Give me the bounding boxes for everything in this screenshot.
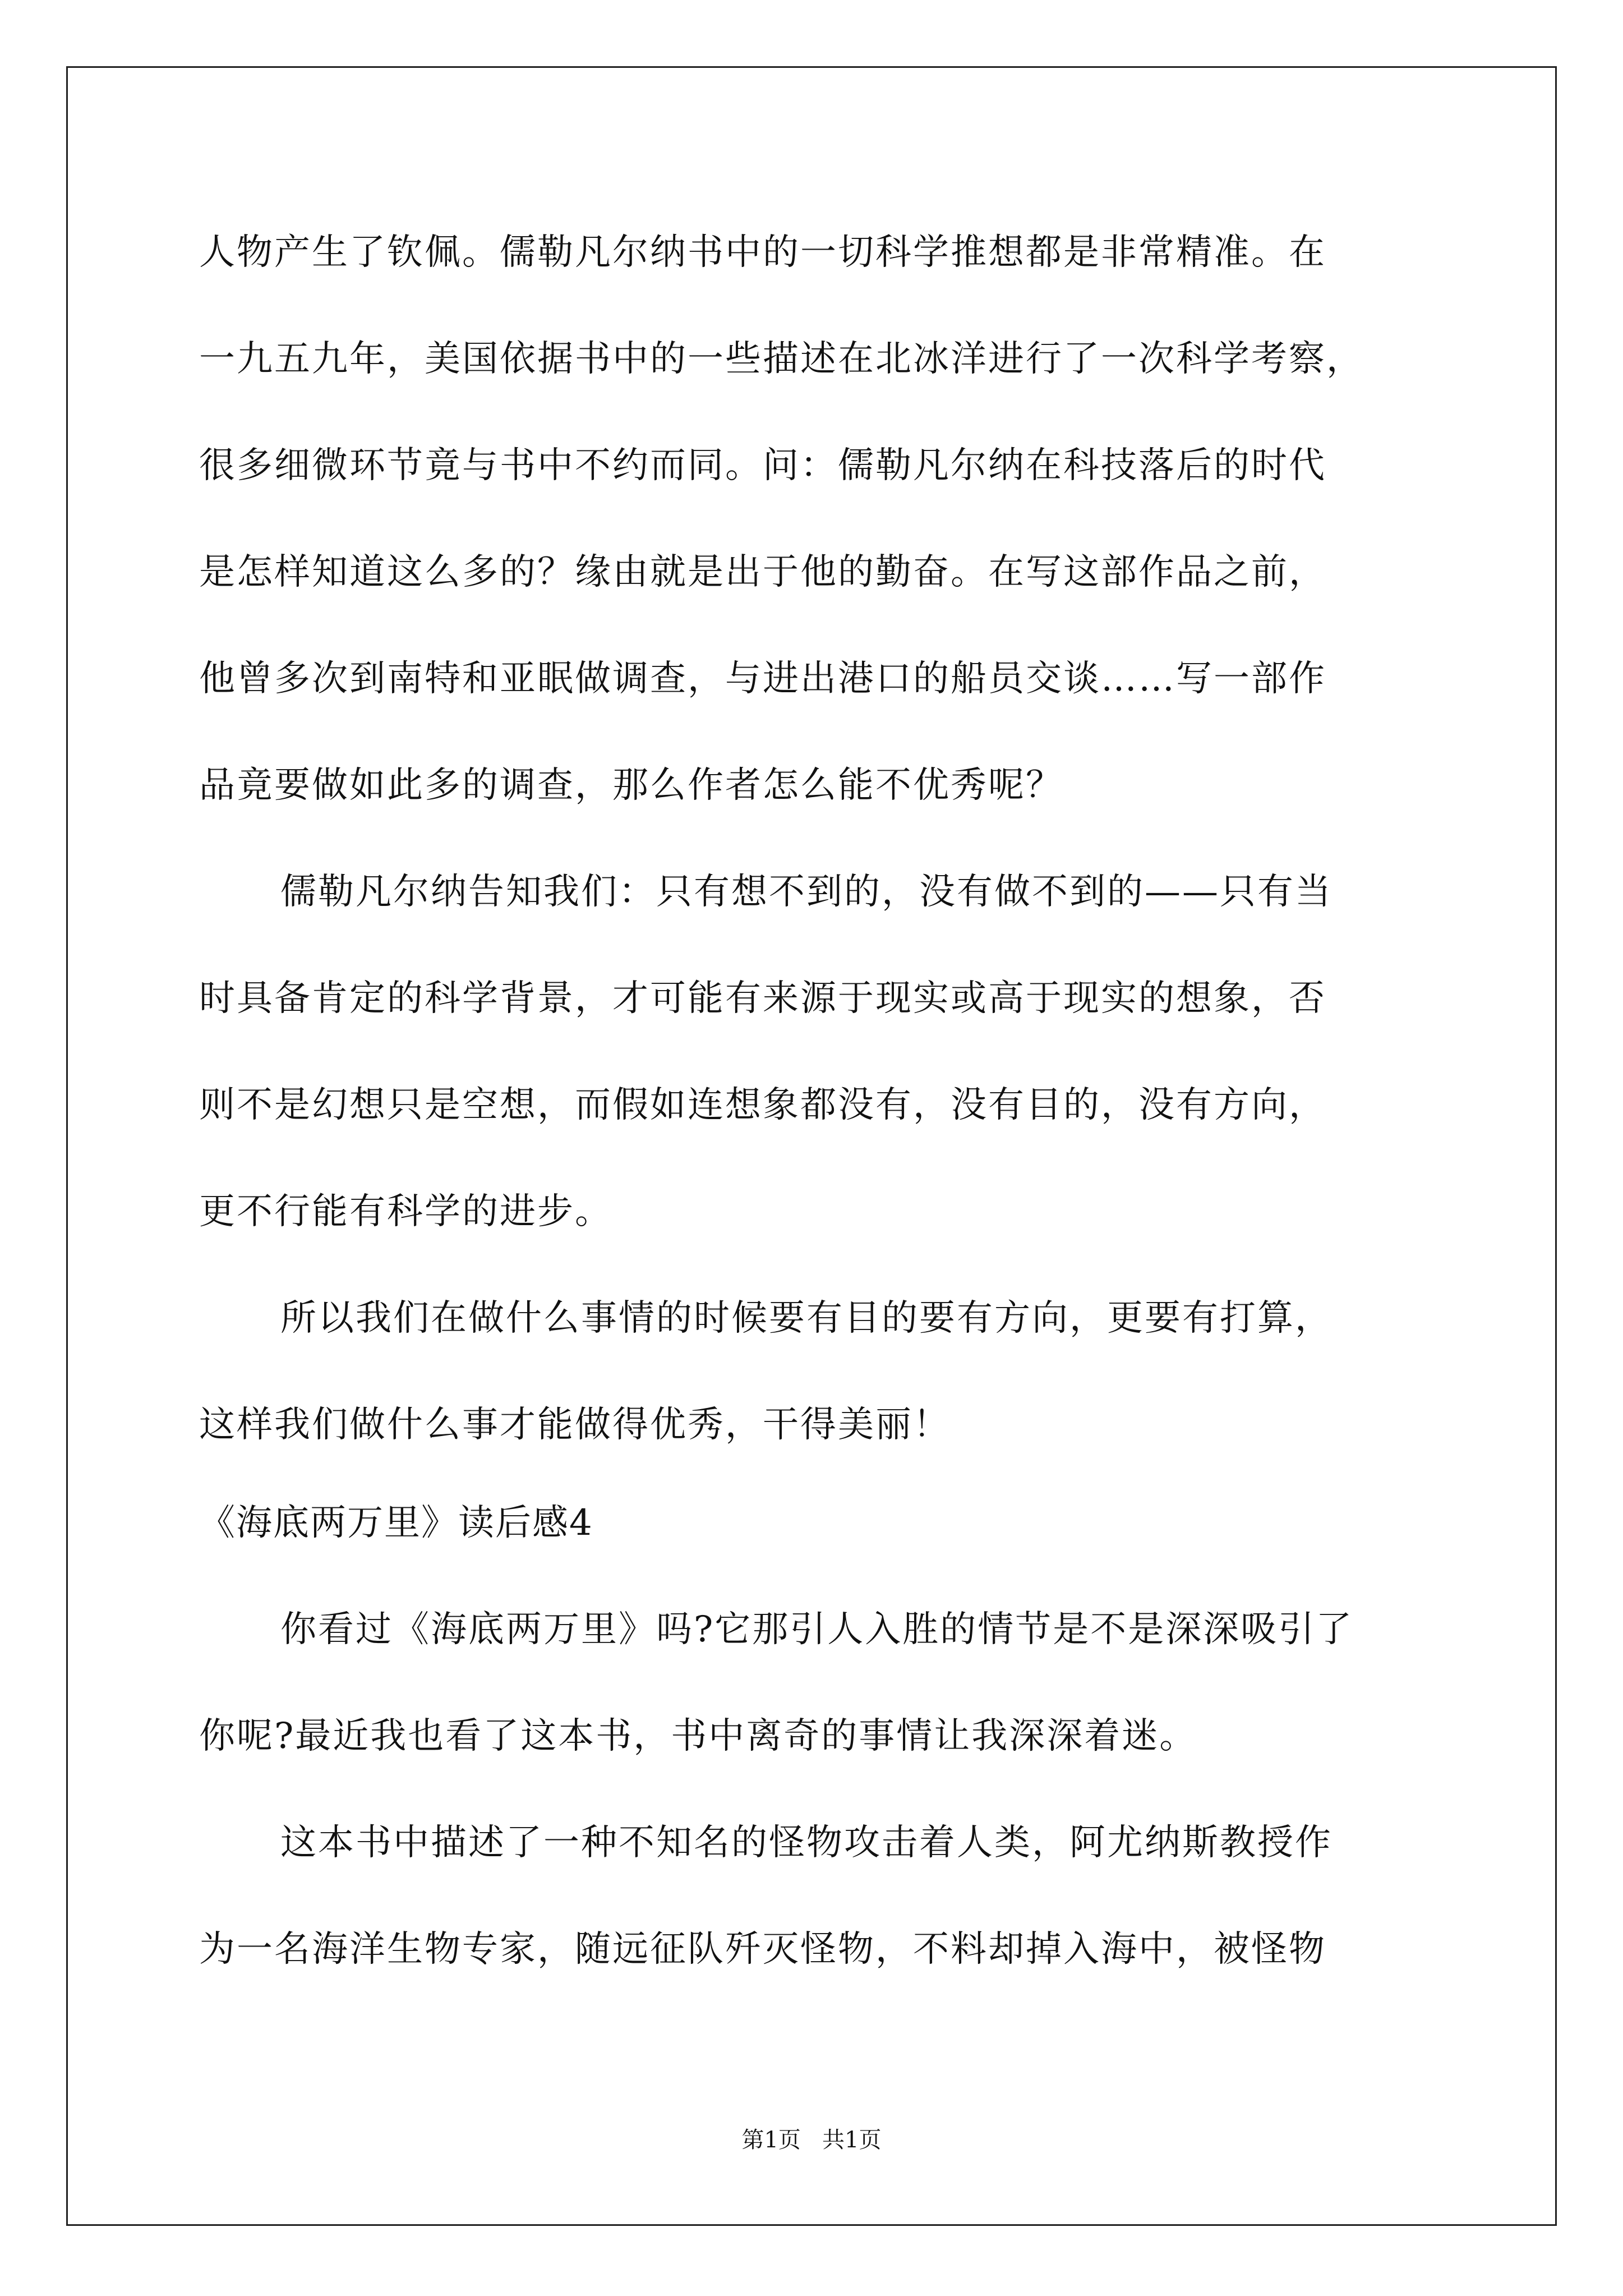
page-border: [66, 66, 1557, 2226]
text-line: 为一名海洋生物专家，随远征队歼灭怪物，不料却掉入海中，被怪物: [199, 1929, 1326, 1970]
text-line: 他曾多次到南特和亚眠做调查，与进出港口的船员交谈……写一部作: [199, 658, 1326, 700]
text-line: 你呢?最近我也看了这本书，书中离奇的事情让我深深着迷。: [199, 1715, 1197, 1757]
section-heading: 《海底两万里》读后感4: [199, 1502, 593, 1544]
text-line: 时具备肯定的科学背景，才可能有来源于现实或高于现实的想象，否: [199, 978, 1326, 1019]
text-line: 是怎样知道这么多的？缘由就是出于他的勤奋。在写这部作品之前，: [199, 551, 1326, 593]
text-line: 很多细微环节竟与书中不约而同。问：儒勒凡尔纳在科技落后的时代: [199, 445, 1326, 486]
text-line: 你看过《海底两万里》吗?它那引人入胜的情节是不是深深吸引了: [280, 1609, 1354, 1650]
text-line: 则不是幻想只是空想，而假如连想象都没有，没有目的，没有方向，: [199, 1084, 1326, 1126]
text-line: 所以我们在做什么事情的时候要有目的要有方向，更要有打算，: [280, 1297, 1332, 1339]
text-line: 品竟要做如此多的调查，那么作者怎么能不优秀呢？: [199, 765, 1063, 806]
text-line: 一九五九年，美国依据书中的一些描述在北冰洋进行了一次科学考察，: [199, 338, 1364, 380]
page-footer: 第1页 共1页: [741, 2127, 882, 2153]
text-line: 更不行能有科学的进步。: [199, 1191, 612, 1232]
text-line: 这本书中描述了一种不知名的怪物攻击着人类，阿尤纳斯教授作: [280, 1822, 1332, 1864]
text-line: 人物产生了钦佩。儒勒凡尔纳书中的一切科学推想都是非常精准。在: [199, 232, 1326, 273]
text-line: 儒勒凡尔纳告知我们：只有想不到的，没有做不到的——只有当: [280, 871, 1332, 913]
text-line: 这样我们做什么事才能做得优秀，干得美丽！: [199, 1404, 951, 1446]
